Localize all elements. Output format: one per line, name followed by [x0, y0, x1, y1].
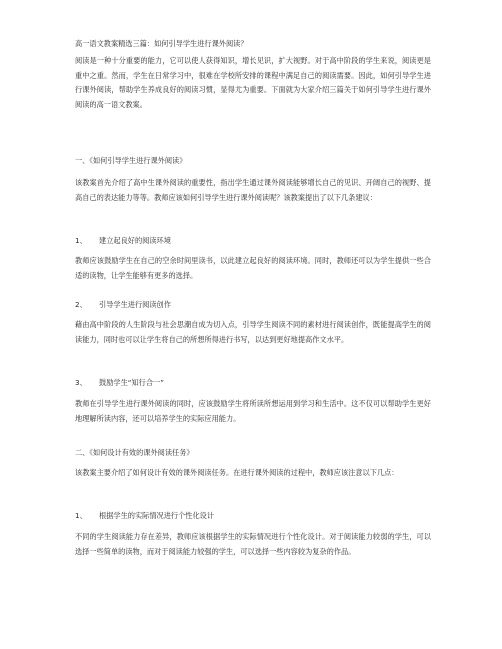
item-number: 2、 — [75, 300, 87, 309]
section-2-item-1-heading — [75, 511, 214, 520]
section-1-body: 该教案首先介绍了高中生课外阅读的重要性，指出学生通过课外阅读能够增长自己的见识、开阔自己的视野、提高自己的表达能力等等。教师应该如何引导学生进行课外阅读呢？该教案提出了以下几条建议： — [75, 178, 431, 202]
section-1-heading: 一、《如何引导学生进行课外阅读》 — [75, 156, 187, 165]
section-2-item-1-body: 不同的学生阅读能力存在差异，教师应该根据学生的实际情况进行个性化设计。对于阅读能力较弱的学生，可以选择一些简单的读物，而对于阅读能力较强的学生，可以选择一些内容较为复杂的作品。 — [75, 532, 431, 556]
intro-paragraph: 阅读是一种十分重要的能力，它可以使人获得知识，增长见识，扩大视野。对于高中阶段的学生来说，阅读更是重中之重。然而，学生在日常学习中，很难在学校所安排的课程中满足自己的阅读需要。因此，如何引导学生进行课外阅读，帮助学生养成良好的阅读习惯，显得尤为重要。下面就为大家介绍三篇关于如何引导学生进行课外阅读的高一语文教案。 — [75, 56, 431, 109]
section-1-item-1-body: 教师应该鼓励学生在自己的空余时间里读书，以此建立起良好的阅读环境。同时，教师还可以为学生提供一些合适的读物，让学生能够有更多的选择。 — [75, 256, 431, 280]
section-1-item-3-heading — [75, 378, 164, 387]
item-number: 3、 — [75, 378, 87, 387]
item-number: 1、 — [75, 511, 87, 520]
section-1-item-3-body: 教师在引导学生进行课外阅读的同时，应该鼓励学生将所读所想运用到学习和生活中。这不仅可以帮助学生更好地理解所读内容，还可以培养学生的实际应用能力。 — [75, 399, 431, 423]
section-1-item-2-heading — [75, 300, 171, 309]
section-2-body: 该教案主要介绍了如何设计有效的课外阅读任务。在进行课外阅读的过程中，教师应该注意以下几点： — [75, 468, 399, 477]
item-title: 根据学生的实际情况进行个性化设计 — [99, 511, 215, 520]
section-1-item-2-body: 藉由高中阶段的人生阶段与社会思潮自成为切入点，引导学生阅读不同的素材进行阅读创作，既能提高学生的阅读能力，同时也可以让学生将自己的所想所得进行书写，以达到更好地提高作文水平。 — [75, 320, 431, 344]
item-number: 1、 — [75, 236, 87, 245]
item-title: 建立起良好的阅读环境 — [99, 236, 171, 245]
section-1-item-1-heading — [75, 236, 171, 245]
section-2-heading: 二、《如何设计有效的课外阅读任务》 — [75, 448, 194, 457]
document-title: 高一语文教案精选三篇：如何引导学生进行课外阅读？ — [75, 39, 248, 48]
item-title: 鼓励学生“知行合一” — [99, 378, 164, 387]
item-title: 引导学生进行阅读创作 — [99, 300, 171, 309]
